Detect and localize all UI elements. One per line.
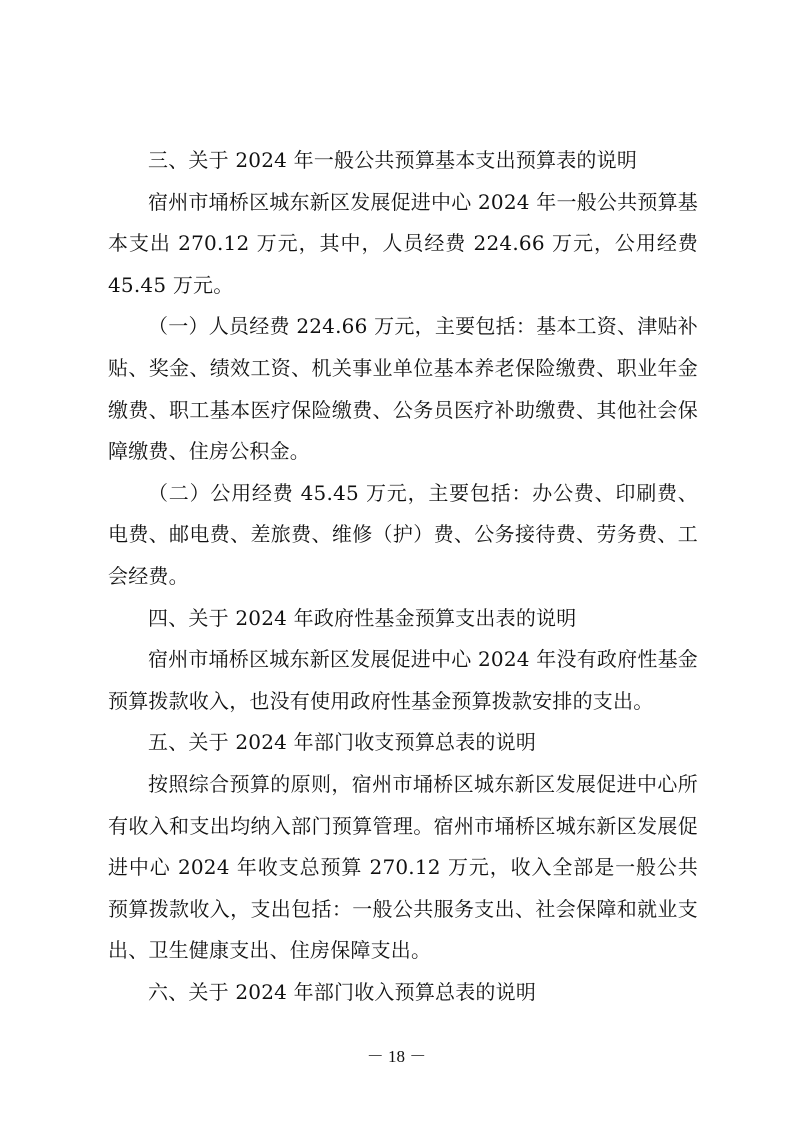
section-heading-6: 六、关于 2024 年部门收入预算总表的说明	[148, 979, 537, 1004]
section-5-paragraph-1: 按照综合预算的原则，宿州市埇桥区城东新区发展促进中心所有收入和支出均纳入部门预算管理。宿州市埇桥区城东新区发展促进中心 2024 年收支总预算 270.12 万元，收入全部是一般公共预算拨款收入，支出包括：一般公共服务支出、社会保障和就业支出、卫生健康支出、住房保障支出。	[108, 771, 698, 963]
section-4-paragraph-1: 宿州市埇桥区城东新区发展促进中心 2024 年没有政府性基金预算拨款收入，也没有使用政府性基金预算拨款安排的支出。	[108, 647, 698, 713]
section-3-paragraph-2: （一）人员经费 224.66 万元，主要包括：基本工资、津贴补贴、奖金、绩效工资、机关事业单位基本养老保险缴费、职业年金缴费、职工基本医疗保险缴费、公务员医疗补助缴费、其他社会保障缴费、住房公积金。	[108, 314, 698, 464]
section-3-paragraph-3: （二）公用经费 45.45 万元，主要包括：办公费、印刷费、电费、邮电费、差旅费、维修（护）费、公务接待费、劳务费、工会经费。	[108, 480, 698, 588]
section-heading-3: 三、关于 2024 年一般公共预算基本支出预算表的说明	[148, 148, 638, 172]
section-heading-4: 四、关于 2024 年政府性基金预算支出表的说明	[148, 605, 577, 630]
section-3-paragraph-1: 宿州市埇桥区城东新区发展促进中心 2024 年一般公共预算基本支出 270.12 万元，其中，人员经费 224.66 万元，公用经费 45.45 万元。	[108, 189, 698, 297]
document-body	[108, 140, 698, 1013]
page-number: － 18 －	[366, 1047, 427, 1066]
section-heading-5: 五、关于 2024 年部门收支预算总表的说明	[148, 730, 537, 755]
